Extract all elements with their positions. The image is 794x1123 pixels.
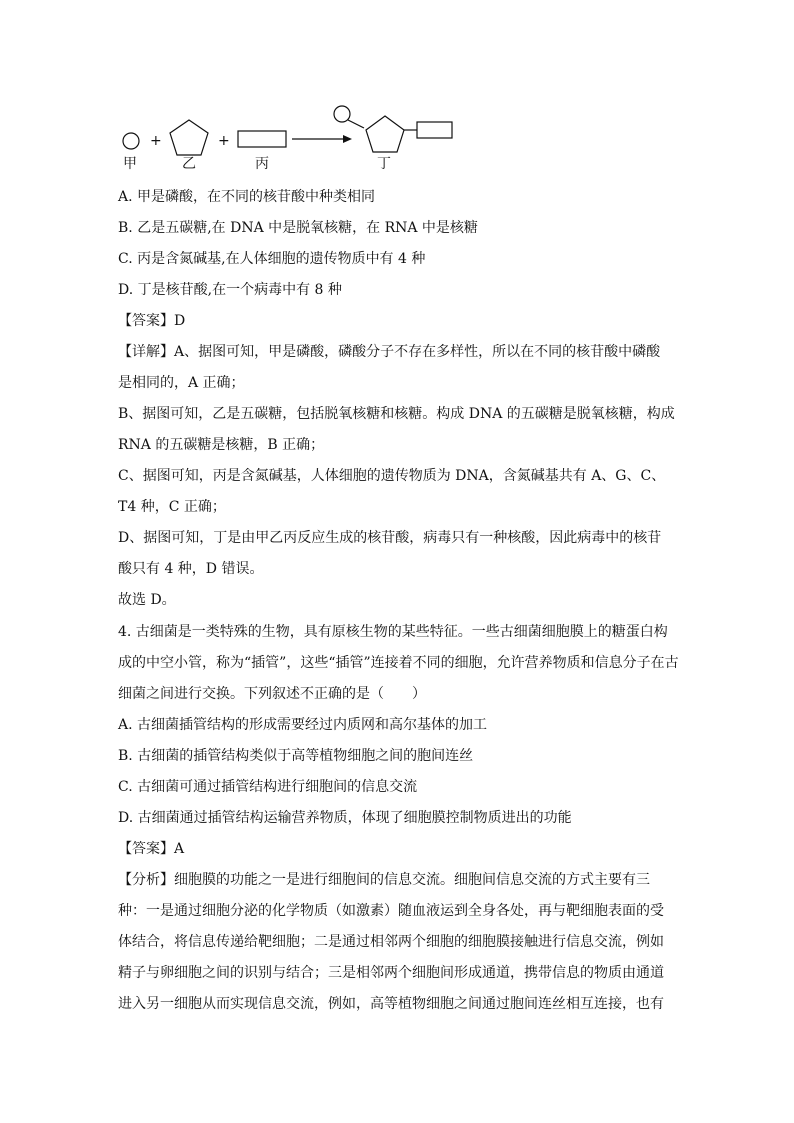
label-jia: 甲 <box>123 156 137 172</box>
q3-option-b: B. 乙是五碳糖,在 DNA 中是脱氧核糖，在 RNA 中是核糖 <box>118 220 478 236</box>
q3-explanation-line: B、据图可知，乙是五碳糖，包括脱氧核糖和核糖。构成 DNA 的五碳糖是脱氧核糖，构成 <box>118 406 675 422</box>
label-yi: 乙 <box>182 156 196 172</box>
q3-option-a: A. 甲是磷酸，在不同的核苷酸中种类相同 <box>118 189 376 205</box>
q3-explanation-line: T4 种，C 正确； <box>118 499 226 515</box>
q4-analysis-line: 精子与卵细胞之间的识别与结合；三是相邻两个细胞间形成通道，携带信息的物质由通道 <box>118 965 664 981</box>
q3-option-c: C. 丙是含氮碱基,在人体细胞的遗传物质中有 4 种 <box>118 251 426 267</box>
q4-stem-line: 4. 古细菌是一类特殊的生物，具有原核生物的某些特征。一些古细菌细胞膜上的糖蛋白构 <box>118 624 668 640</box>
label-ding: 丁 <box>377 156 391 172</box>
product-phosphate-circle-icon <box>334 106 350 122</box>
q4-analysis-line: 体结合，将信息传递给靶细胞；二是通过相邻两个细胞的细胞膜接触进行信息交流，例如 <box>118 934 664 950</box>
product-pentose-pentagon-icon <box>366 116 404 152</box>
label-bing: 丙 <box>255 156 269 172</box>
q3-answer: 【答案】D <box>118 313 186 329</box>
pentose-pentagon-icon <box>170 120 208 155</box>
q3-explanation-line: 故选 D。 <box>118 592 176 608</box>
q4-analysis-line: 种：一是通过细胞分泌的化学物质（如激素）随血液运到全身各处，再与靶细胞表面的受 <box>118 903 664 919</box>
q3-explanation-line: C、据图可知，丙是含氮碱基，人体细胞的遗传物质为 DNA，含氮碱基共有 A、G、C、 <box>118 468 666 484</box>
q4-stem-line: 细菌之间进行交换。下列叙述不正确的是（ ） <box>118 686 426 702</box>
q4-answer: 【答案】A <box>118 841 185 857</box>
q3-explanation-line: RNA 的五碳糖是核糖，B 正确； <box>118 437 325 453</box>
q3-option-d: D. 丁是核苷酸,在一个病毒中有 8 种 <box>118 282 342 298</box>
q3-explanation-line: 是相同的，A 正确； <box>118 375 245 391</box>
q4-analysis-line: 【分析】细胞膜的功能之一是进行细胞间的信息交流。细胞间信息交流的方式主要有三 <box>118 872 650 888</box>
q4-stem-line: 成的中空小管，称为“插管”，这些“插管”连接着不同的细胞，允许营养物质和信息分子在古 <box>118 655 679 671</box>
q3-explanation-line: 酸只有 4 种，D 错误。 <box>118 561 264 577</box>
q3-explanation-line: D、据图可知，丁是由甲乙丙反应生成的核苷酸，病毒只有一种核酸，因此病毒中的核苷 <box>118 530 662 546</box>
q4-analysis-line: 进入另一细胞从而实现信息交流，例如，高等植物细胞之间通过胞间连丝相互连接，也有 <box>118 996 664 1012</box>
q3-explanation-line: 【详解】A、据图可知，甲是磷酸，磷酸分子不存在多样性，所以在不同的核苷酸中磷酸 <box>118 344 661 360</box>
nucleotide-formation-diagram <box>112 100 472 180</box>
product-base-rectangle-icon <box>417 122 452 138</box>
plus-sign: + <box>150 133 162 149</box>
q4-option-b: B. 古细菌的插管结构类似于高等植物细胞之间的胞间连丝 <box>118 748 474 764</box>
q4-option-a: A. 古细菌插管结构的形成需要经过内质网和高尔基体的加工 <box>118 717 488 733</box>
q4-option-c: C. 古细菌可通过插管结构进行细胞间的信息交流 <box>118 779 418 795</box>
plus-sign: + <box>218 133 230 149</box>
base-rectangle-icon <box>238 131 286 147</box>
phosphate-circle-icon <box>123 133 139 149</box>
q4-option-d: D. 古细菌通过插管结构运输营养物质，体现了细胞膜控制物质进出的功能 <box>118 810 572 826</box>
arrow-head-icon <box>343 135 352 143</box>
